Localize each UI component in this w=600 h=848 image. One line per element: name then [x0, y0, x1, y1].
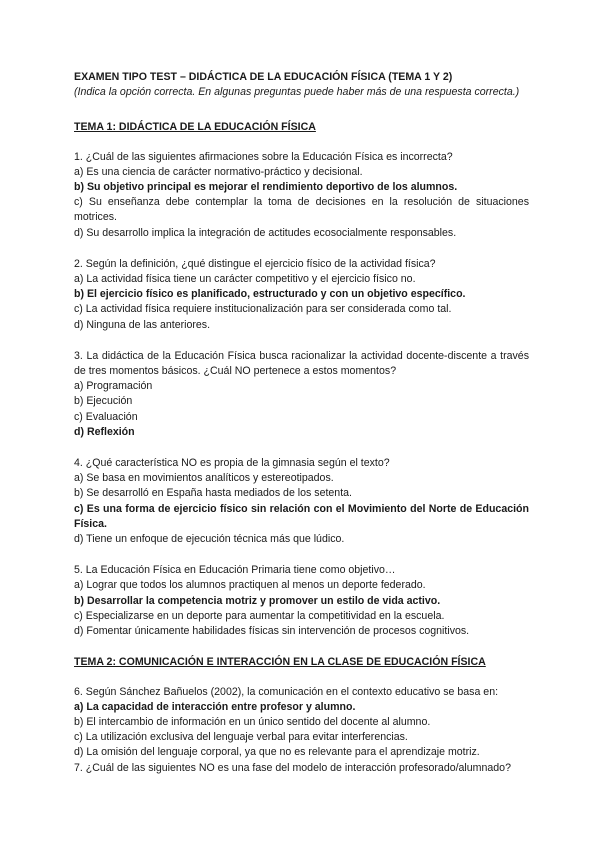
option-a: a) Es una ciencia de carácter normativo-práctico y decisional.	[74, 165, 363, 178]
option-c: c) La utilización exclusiva del lenguaje verbal para evitar interferencias.	[74, 731, 408, 744]
exam-title: EXAMEN TIPO TEST – DIDÁCTICA DE LA EDUCACIÓN FÍSICA (TEMA 1 Y 2)	[74, 71, 453, 83]
option-b: b) El intercambio de información en un único sentido del docente al alumno.	[74, 715, 431, 728]
question-4	[74, 456, 529, 547]
option-c: c) Especializarse en un deporte para aumentar la competitividad en la escuela.	[74, 609, 445, 622]
option-a: a) La actividad física tiene un carácter competitivo y el ejercicio físico no.	[74, 273, 416, 286]
question-7	[74, 761, 529, 776]
option-a: a) Programación	[74, 380, 153, 393]
question-text: 6. Según Sánchez Bañuelos (2002), la comunicación en el contexto educativo se basa en:	[74, 685, 499, 698]
option-a: a) La capacidad de interacción entre profesor y alumno.	[74, 700, 356, 713]
section-tema-2	[74, 655, 529, 775]
option-b: b) Desarrollar la competencia motriz y promover un estilo de vida activo.	[74, 594, 441, 607]
question-text: 2. Según la definición, ¿qué distingue el ejercicio físico de la actividad física?	[74, 257, 436, 270]
section-heading: TEMA 1: DIDÁCTICA DE LA EDUCACIÓN FÍSICA	[74, 121, 316, 134]
option-d: d) Fomentar únicamente habilidades físicas sin intervención de procesos cognitivos.	[74, 625, 470, 638]
option-b: b) Se desarrolló en España hasta mediados de los setenta.	[74, 487, 352, 500]
question-text: 7. ¿Cuál de las siguientes NO es una fase del modelo de interacción profesorado/alumnado?	[74, 761, 511, 774]
option-d: d) La omisión del lenguaje corporal, ya que no es relevante para el aprendizaje motriz.	[74, 746, 480, 759]
question-text: 4. ¿Qué característica NO es propia de la gimnasia según el texto?	[74, 457, 390, 470]
option-c: c) Es una forma de ejercicio físico sin relación con el Movimiento del Norte de Educación Física.	[74, 502, 529, 530]
option-c: c) La actividad física requiere institucionalización para ser considerada como tal.	[74, 303, 452, 316]
option-c: c) Su enseñanza debe contemplar la toma de decisiones en la resolución de situaciones motrices.	[74, 196, 529, 224]
question-1	[74, 150, 529, 241]
option-b: b) Ejecución	[74, 395, 133, 408]
option-c: c) Evaluación	[74, 410, 138, 423]
question-2	[74, 257, 529, 333]
question-3	[74, 349, 529, 440]
option-a: a) Lograr que todos los alumnos practiquen al menos un deporte federado.	[74, 579, 426, 592]
option-d: d) Ninguna de las anteriores.	[74, 318, 211, 331]
section-heading: TEMA 2: COMUNICACIÓN E INTERACCIÓN EN LA CLASE DE EDUCACIÓN FÍSICA	[74, 656, 486, 669]
question-text: 3. La didáctica de la Educación Física busca racionalizar la actividad docente-discente a través de tres momentos básicos. ¿Cuál NO pertenece a estos momentos?	[74, 349, 529, 378]
option-d: d) Tiene un enfoque de ejecución técnica más que lúdico.	[74, 533, 345, 546]
option-d: d) Su desarrollo implica la integración de actitudes ecosocialmente responsables.	[74, 226, 457, 239]
section-tema-1	[74, 120, 529, 639]
option-a: a) Se basa en movimientos analíticos y estereotipados.	[74, 472, 334, 485]
question-text: 1. ¿Cuál de las siguientes afirmaciones sobre la Educación Física es incorrecta?	[74, 150, 453, 163]
exam-instructions: (Indica la opción correcta. En algunas preguntas puede haber más de una respuesta correcta.)	[74, 86, 520, 99]
question-6	[74, 685, 529, 761]
option-d: d) Reflexión	[74, 425, 135, 438]
question-text: 5. La Educación Física en Educación Primaria tiene como objetivo…	[74, 564, 396, 577]
question-5	[74, 563, 529, 639]
option-b: b) Su objetivo principal es mejorar el rendimiento deportivo de los alumnos.	[74, 181, 458, 194]
option-b: b) El ejercicio físico es planificado, estructurado y con un objetivo específico.	[74, 288, 466, 301]
